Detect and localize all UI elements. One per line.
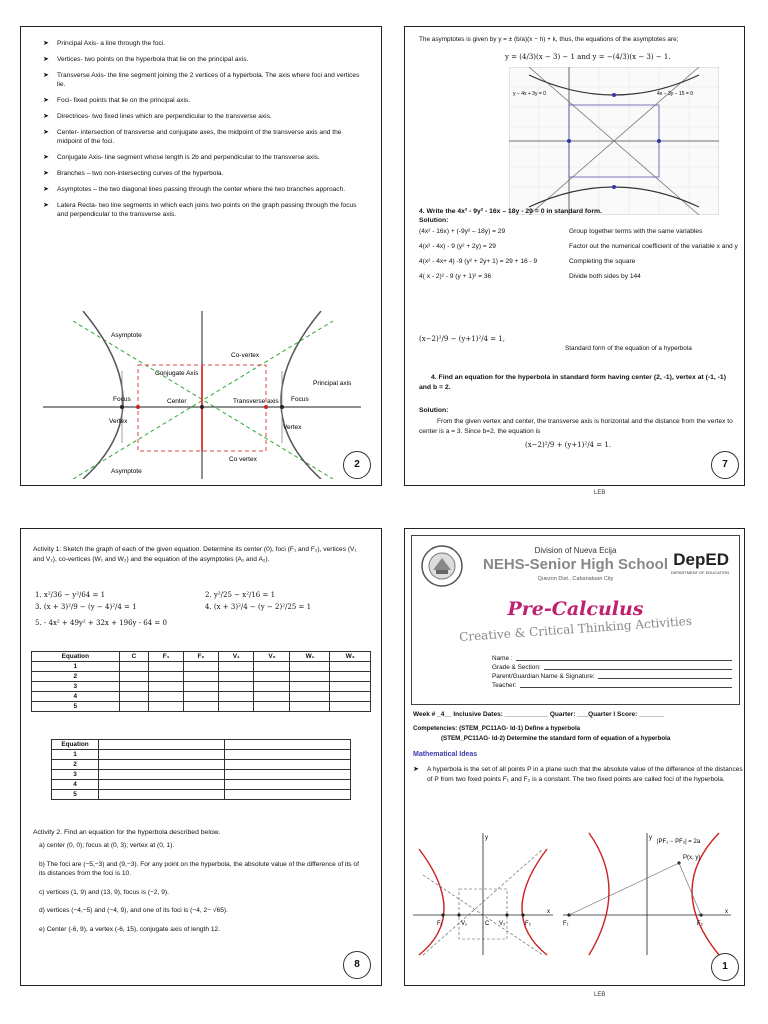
solution-step bbox=[419, 257, 739, 266]
step-note: Factor out the numerical coefficient of the variable x and y bbox=[569, 243, 738, 250]
step-note: Divide both sides by 144 bbox=[569, 273, 641, 280]
student-field bbox=[492, 654, 732, 663]
label-covertex-top: Co-vertex bbox=[231, 352, 260, 359]
label-vertex-right: Vertex bbox=[283, 424, 302, 431]
row-label: 4 bbox=[52, 780, 99, 790]
activity-item: d) vertices (−4,−5) and (−4, 9), and one of its foci is (−4, 2− √65). bbox=[39, 907, 228, 914]
table-header: W₁ bbox=[290, 652, 330, 662]
math-ideas-heading: Mathematical Ideas bbox=[413, 751, 478, 758]
definition-item: ➤ Branches – two non-intersecting curves of the hyperbola. bbox=[43, 169, 365, 178]
definition-item: ➤ Principal Axis- a line through the foci. bbox=[43, 39, 365, 48]
empty-cell bbox=[330, 662, 371, 672]
vertex-right-point bbox=[264, 405, 268, 409]
empty-cell bbox=[290, 702, 330, 712]
table-row bbox=[52, 770, 351, 780]
student-field bbox=[492, 672, 732, 681]
q4b-title: 4. Find an equation for the hyperbola in standard form having center (2, -1), vertex at (-1, -1) and b = 2. bbox=[419, 374, 726, 391]
definition-item: ➤ Asymptotes – the two diagonal lines passing through the center where the two branches approach. bbox=[43, 185, 365, 194]
row-label: 3 bbox=[52, 770, 99, 780]
label-covertex-bottom: Co vertex bbox=[229, 456, 257, 463]
empty-cell bbox=[330, 682, 371, 692]
standard-form-equation: (x−2)²/9 − (y+1)²/4 = 1, bbox=[419, 335, 506, 343]
empty-cell bbox=[99, 750, 225, 760]
table-header-empty bbox=[99, 740, 225, 750]
step-expression: 4(x² - 4x+ 4) -9 (y² + 2y+ 1) = 29 + 16 - 9 bbox=[419, 258, 538, 265]
asymptote-equations: y = (4/3)(x − 3) − 1 and y = −(4/3)(x − 3) − 1. bbox=[505, 53, 671, 61]
equation-item: 3. (x + 3)²/9 − (y − 4)²/4 = 1 bbox=[35, 603, 137, 611]
q4-title: 4. Write the 4x² - 9y² - 16x – 18y - 29 = 0 in standard form. bbox=[419, 208, 602, 215]
empty-cell bbox=[149, 702, 184, 712]
table-header: V₂ bbox=[254, 652, 290, 662]
student-field bbox=[492, 681, 732, 690]
right-branch bbox=[281, 311, 321, 479]
svg-text:C: C bbox=[485, 921, 490, 927]
definition-list bbox=[43, 39, 365, 226]
graph-label-left: y − 4x + 3y = 0 bbox=[513, 91, 546, 97]
empty-cell bbox=[218, 672, 253, 682]
table-row bbox=[52, 760, 351, 770]
table-header: F₂ bbox=[183, 652, 218, 662]
empty-cell bbox=[119, 692, 149, 702]
right-graph-branch-1 bbox=[589, 833, 609, 955]
definition-item: ➤ Foci- fixed points that lie on the principal axis. bbox=[43, 96, 365, 105]
row-label: 1 bbox=[52, 750, 99, 760]
empty-cell bbox=[183, 692, 218, 702]
definition-item: ➤ Latera Recta- two line segments in which each joins two points on the graph passing through the focus and perpendicular to the transverse axis. bbox=[43, 201, 365, 219]
row-label: 5 bbox=[32, 702, 120, 712]
definition-item: ➤ Center- intersection of transverse and conjugate axes, the midpoint of the transverse axis and the midpoint of the foci. bbox=[43, 128, 365, 146]
equations-list bbox=[35, 591, 371, 647]
page-number: 1 bbox=[711, 953, 739, 981]
empty-cell bbox=[183, 702, 218, 712]
row-label: 3 bbox=[32, 682, 120, 692]
empty-cell bbox=[218, 692, 253, 702]
field-line bbox=[598, 672, 732, 679]
label-asymptote-bottom: Asymptote bbox=[111, 468, 142, 475]
table-row bbox=[32, 692, 371, 702]
empty-cell bbox=[99, 770, 225, 780]
center-point bbox=[200, 405, 204, 409]
svg-text:F₁: F₁ bbox=[437, 921, 443, 927]
hyperbola-parts-diagram bbox=[43, 311, 361, 479]
empty-cell bbox=[183, 682, 218, 692]
asymptote-intro: The asymptotes is given by y = ± (b/a)(x − h) + k, thus, the equations of the asymptotes are; bbox=[419, 36, 679, 43]
empty-cell bbox=[149, 662, 184, 672]
deped-subtitle: DEPARTMENT OF EDUCATION bbox=[670, 570, 729, 575]
school-name: NEHS-Senior High School bbox=[482, 556, 668, 573]
label-vertex-left: Vertex bbox=[109, 418, 128, 425]
hyperbola-definition-graphs bbox=[413, 829, 733, 959]
label-principal-axis: Principal axis bbox=[313, 380, 352, 387]
table-header-empty bbox=[225, 740, 351, 750]
activity-2-items bbox=[39, 841, 367, 943]
empty-cell bbox=[254, 692, 290, 702]
definition-item: ➤ Conjugate Axis- line segment whose length is 2b and perpendicular to the transverse axis. bbox=[43, 153, 365, 162]
svg-text:F₂: F₂ bbox=[525, 921, 531, 927]
empty-cell bbox=[218, 682, 253, 692]
empty-cell bbox=[183, 662, 218, 672]
activity-item: b) The foci are (−5,−3) and (9,−3). For any point on the hyperbola, the absolute value of the difference of its of its distances from the foci is 10. bbox=[39, 860, 359, 877]
competency-2: (STEM_PC11AG- Id-2) Determine the standard form of equation of a hyperbola bbox=[441, 735, 671, 742]
field-line bbox=[516, 654, 732, 661]
distance-label: |PF₁ − PF₂| = 2a bbox=[657, 839, 701, 845]
label-center: Center bbox=[167, 398, 187, 405]
empty-cell bbox=[149, 672, 184, 682]
step-note: Completing the square bbox=[569, 258, 636, 265]
row-label: 5 bbox=[52, 790, 99, 800]
student-field bbox=[492, 663, 732, 672]
right-graph-branch-2 bbox=[692, 833, 719, 955]
footer-top: LEB bbox=[594, 490, 606, 496]
table-header: V₁ bbox=[218, 652, 253, 662]
row-label: 1 bbox=[32, 662, 120, 672]
svg-text:F₁: F₁ bbox=[563, 921, 569, 927]
empty-cell bbox=[149, 692, 184, 702]
page-7 bbox=[404, 26, 745, 486]
equation-item: 1. x²/36 − y²/64 = 1 bbox=[35, 591, 106, 599]
table-row bbox=[32, 702, 371, 712]
empty-cell bbox=[330, 672, 371, 682]
svg-text:y: y bbox=[649, 835, 652, 841]
week-line: Week # _4__ Inclusive Dates: ____________ Quarter: ___Quarter I Score: _______ bbox=[413, 711, 665, 718]
definition-item: ➤ Directrices- two fixed lines which are perpendicular to the transverse axis. bbox=[43, 112, 365, 121]
field-label: Grade & Section: bbox=[492, 664, 541, 671]
empty-cell bbox=[330, 702, 371, 712]
activity-item: e) Center (-6, 9), a vertex (-6, 15), conjugate axis of length 12. bbox=[39, 925, 221, 933]
page-1-cover bbox=[404, 528, 745, 986]
activity-table-2 bbox=[51, 739, 351, 800]
label-focus-left: Focus bbox=[113, 396, 131, 403]
table-row bbox=[32, 682, 371, 692]
activity-1-text: Activity 1: Sketch the graph of each of the given equation. Determine its center (0), foci (F₁ and F₂), vertices (V₁ and V₂), co-vertices (W₁ and W₂) and the equation of the asymptotes (A₁ and A₂). bbox=[33, 546, 357, 563]
empty-cell bbox=[290, 662, 330, 672]
empty-cell bbox=[183, 672, 218, 682]
field-label: Parent/Guardian Name & Signature: bbox=[492, 673, 595, 680]
page-2 bbox=[20, 26, 382, 486]
row-label: 4 bbox=[32, 692, 120, 702]
school-address: Quezon Dist., Cabanatuan City bbox=[537, 576, 614, 582]
field-line bbox=[544, 663, 732, 670]
solution-step bbox=[419, 272, 739, 281]
table-row bbox=[32, 662, 371, 672]
empty-cell bbox=[225, 790, 351, 800]
focus-right-point bbox=[280, 405, 284, 409]
table-header: W₂ bbox=[330, 652, 371, 662]
empty-cell bbox=[330, 692, 371, 702]
empty-cell bbox=[290, 692, 330, 702]
empty-cell bbox=[119, 682, 149, 692]
empty-cell bbox=[225, 760, 351, 770]
table-header: Equation bbox=[52, 740, 99, 750]
solution-label: Solution: bbox=[419, 217, 449, 224]
solution-step bbox=[419, 227, 739, 236]
empty-cell bbox=[99, 760, 225, 770]
activity-2-text: Activity 2. Find an equation for the hyperbola described below. bbox=[33, 829, 221, 836]
svg-text:x: x bbox=[725, 909, 728, 915]
title: Pre-Calculus bbox=[507, 598, 644, 620]
empty-cell bbox=[119, 672, 149, 682]
empty-cell bbox=[254, 662, 290, 672]
hyperbola-definition: ➤ A hyperbola is the set of all points P in a plane such that the absolute value of the difference of the distances of P from two fixed points F₁ and F₂ is a constant. The two fixed points are called foci of the hyperbola. bbox=[413, 765, 745, 785]
competency-1: Competencies: (STEM_PC11AG- Id-1) Define a hyperbola bbox=[413, 725, 581, 732]
solution-step bbox=[419, 242, 739, 251]
definition-item: ➤ Vertices- two points on the hyperbola that lie on the principal axis. bbox=[43, 55, 365, 64]
page-number: 2 bbox=[343, 451, 371, 479]
equation-item: 2. y²/25 − x²/16 = 1 bbox=[205, 591, 276, 599]
definition-item: ➤ Transverse Axis- the line segment joining the 2 vertices of a hyperbola. The axis where foci and vertices lie. bbox=[43, 71, 365, 89]
standard-form-note: Standard form of the equation of a hyperbola bbox=[565, 345, 692, 352]
svg-text:x: x bbox=[547, 909, 550, 915]
point-label: P(x, y) bbox=[683, 855, 701, 861]
svg-text:V₁: V₁ bbox=[461, 921, 468, 927]
step-expression: 4(x² - 4x) - 9 (y² + 2y) = 29 bbox=[419, 243, 496, 250]
svg-text:y: y bbox=[485, 835, 488, 841]
svg-text:F₂: F₂ bbox=[697, 921, 703, 927]
step-note: Group together terms with the same variables bbox=[569, 228, 703, 235]
vertex-left-point bbox=[136, 405, 140, 409]
table-row bbox=[32, 672, 371, 682]
page-8 bbox=[20, 528, 382, 986]
field-line bbox=[520, 681, 732, 688]
activity-item: a) center (0, 0); focus at (0, 3); vertex at (0, 1). bbox=[39, 842, 175, 849]
empty-cell bbox=[99, 780, 225, 790]
field-label: Name : bbox=[492, 655, 513, 662]
empty-cell bbox=[254, 702, 290, 712]
activity-table-1 bbox=[31, 651, 371, 712]
table-row bbox=[52, 780, 351, 790]
empty-cell bbox=[225, 750, 351, 760]
row-label: 2 bbox=[52, 760, 99, 770]
solution2-text: From the given vertex and center, the transverse axis is horizontal and the distance from the vertex to center is a = 3. Since b=2, the equation is bbox=[419, 418, 733, 435]
final-equation: (x−2)²/9 + (y+1)²/4 = 1. bbox=[525, 441, 612, 449]
footer-bottom: LEB bbox=[594, 992, 606, 998]
asymptote-graph bbox=[509, 67, 719, 215]
table-header: F₁ bbox=[149, 652, 184, 662]
table-header: C bbox=[119, 652, 149, 662]
empty-cell bbox=[218, 702, 253, 712]
step-expression: (4x² - 16x) + (-9y² – 18y) = 29 bbox=[419, 228, 506, 235]
empty-cell bbox=[119, 702, 149, 712]
label-conjugate-axis: Conjugate Axis bbox=[155, 370, 199, 377]
page-number: 8 bbox=[343, 951, 371, 979]
subtitle: Creative & Critical Thinking Activities bbox=[458, 613, 693, 645]
label-asymptote-top: Asymptote bbox=[111, 332, 142, 339]
empty-cell bbox=[218, 662, 253, 672]
cover-frame bbox=[411, 535, 740, 705]
label-transverse-axis: Transverse axis bbox=[233, 398, 279, 405]
empty-cell bbox=[254, 682, 290, 692]
deped-logo-text: DepED bbox=[673, 550, 729, 569]
empty-cell bbox=[290, 682, 330, 692]
solution-steps bbox=[419, 227, 739, 287]
empty-cell bbox=[254, 672, 290, 682]
equation-item: 4. (x + 3)²/4 − (y − 2)²/25 = 1 bbox=[205, 603, 312, 611]
empty-cell bbox=[225, 770, 351, 780]
graph-label-right: 4x − 3y − 15 = 0 bbox=[657, 91, 693, 97]
empty-cell bbox=[225, 780, 351, 790]
step-expression: 4( x - 2)² - 9 (y + 1)² = 36 bbox=[419, 273, 492, 280]
solution2-label: Solution: bbox=[419, 407, 449, 414]
empty-cell bbox=[149, 682, 184, 692]
label-focus-right: Focus bbox=[291, 396, 309, 403]
equation-item: 5. - 4x² + 49y² + 32x + 196y - 64 = 0 bbox=[35, 619, 167, 627]
table-row bbox=[52, 750, 351, 760]
activity-item: c) vertices (1, 9) and (13, 9), focus is (−2, 9). bbox=[39, 888, 169, 896]
page-number: 7 bbox=[711, 451, 739, 479]
empty-cell bbox=[99, 790, 225, 800]
table-row bbox=[52, 790, 351, 800]
division-name: Division of Nueva Ecija bbox=[534, 546, 617, 555]
student-fields bbox=[492, 654, 732, 690]
svg-text:V₂: V₂ bbox=[499, 921, 506, 927]
row-label: 2 bbox=[32, 672, 120, 682]
field-label: Teacher: bbox=[492, 682, 517, 689]
focus-left-point bbox=[120, 405, 124, 409]
left-graph-branch-1 bbox=[419, 849, 444, 955]
empty-cell bbox=[119, 662, 149, 672]
table-header: Equation bbox=[32, 652, 120, 662]
left-graph-branch-2 bbox=[522, 849, 547, 955]
empty-cell bbox=[290, 672, 330, 682]
